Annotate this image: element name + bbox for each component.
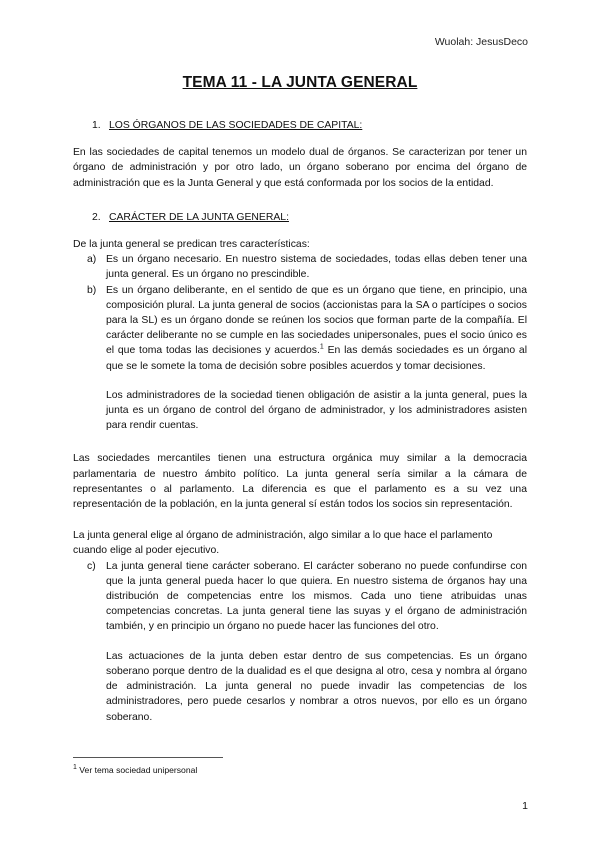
- paragraph: De la junta general se predican tres características:: [73, 239, 310, 251]
- document-body: [73, 118, 527, 735]
- section-number: 2.: [92, 211, 101, 223]
- footnote-reference: 1: [319, 343, 324, 351]
- list-item-text-cont: En las demás sociedades es un órgano al que se le somete la toma de decisión sobre posibles acuerdos y tomar decisiones.: [106, 345, 528, 372]
- paragraph: En las sociedades de capital tenemos un modelo dual de órganos. Se caracterizan por tener un órgano de administración y por otro lado, un órgano soberano por encima del órgano de administración que es la Junta General y que está conformada por los socios de la entidad.: [73, 147, 527, 189]
- list-item: [73, 283, 527, 374]
- paragraph: Las actuaciones de la junta deben estar dentro de sus competencias. Es un órgano soberano porque dentro de la dualidad es el que designa al otro, cesa y nombra al órgano de administración. La junta general no puede invadir las competencias de los administradores, pero puede cesarlos y nombrar a otros nuevos, por ello es un órgano soberano.: [106, 650, 527, 723]
- header-source: Wuolah: JesusDeco: [434, 36, 528, 48]
- characteristics-list: [73, 252, 527, 374]
- section-title: LOS ÓRGANOS DE LAS SOCIEDADES DE CAPITAL:: [109, 120, 363, 131]
- list-item-label: b): [87, 284, 97, 296]
- page-number: 1: [522, 800, 528, 812]
- paragraph: Los administradores de la sociedad tienen obligación de asistir a la junta general, pues la junta es un órgano de control del órgano de administrador, y los administradores asisten para rendir cuentas.: [106, 389, 527, 432]
- paragraph: La junta general elige al órgano de administración, algo similar a lo que hace el parlamento cuando elige al poder ejecutivo.: [73, 530, 493, 557]
- page-title: TEMA 11 - LA JUNTA GENERAL: [182, 74, 418, 91]
- footnote-number: 1: [73, 764, 77, 772]
- section-heading-2: [92, 210, 527, 225]
- section-title: CARÁCTER DE LA JUNTA GENERAL:: [109, 211, 289, 223]
- list-item: [73, 252, 527, 282]
- list-item-text: Es un órgano necesario. En nuestro sistema de sociedades, todas ellas deben tener una junta general. Es un órgano no prescindible.: [106, 254, 527, 281]
- section-number: 1.: [92, 120, 101, 131]
- footnote-divider: [73, 757, 223, 758]
- list-item: [73, 559, 527, 635]
- list-item-label: a): [87, 254, 97, 266]
- section-heading-1: [92, 118, 527, 133]
- list-item-text: [106, 283, 527, 374]
- footnote-text: Ver tema sociedad unipersonal: [76, 765, 198, 775]
- paragraph: Las sociedades mercantiles tienen una estructura orgánica muy similar a la democracia parlamentaria de nuestro ámbito político. La junta general sería similar a la cámara de representantes o al parlamento. La diferencia es que el parlamento es a su vez una representación de la población, en la junta general sí están todos los socios sin representación.: [73, 453, 527, 511]
- footnote: [73, 765, 197, 775]
- list-item-text: La junta general tiene carácter soberano. El carácter soberano no puede confundirse con que la junta general pueda hacer lo que quiera. En nuestro sistema de órganos hay una distribución de competencias entre los mismos. Cada uno tiene atribuidas unas competencias concretas. La junta general tiene las suyas y el órgano de administración también, y en principio un órgano no puede hacer las funciones del otro.: [106, 560, 527, 633]
- list-item-text-main: Es un órgano deliberante, en el sentido de que es un órgano que tiene, en principio, una composición plural. La junta general de socios (accionistas para la SA o partícipes o socios para la SL) es un órgano donde se reúnen los socios que forman parte de la compañía. El carácter deliberante no se cumple en las sociedades unipersonales, pues el socio único es el que toma todas las decisiones y acuerdos.: [106, 284, 527, 357]
- list-item-label: c): [87, 560, 96, 572]
